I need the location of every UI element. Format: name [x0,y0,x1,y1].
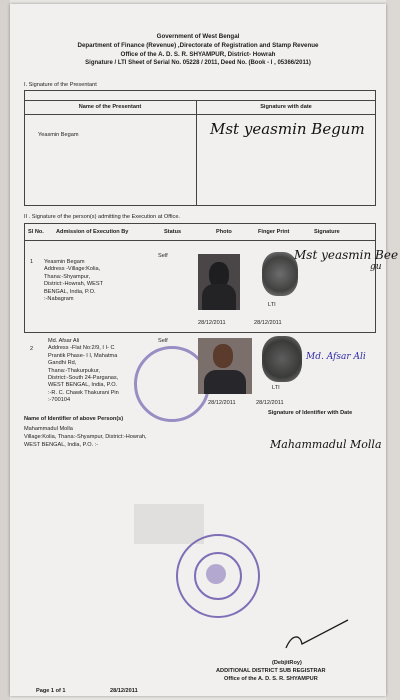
page-number: Page 1 of 1 [36,688,66,694]
col-finger-print: Finger Print [258,229,290,235]
registrar-office: Office of the A. D. S. R. SHYAMPUR [224,676,318,682]
row2-photo [198,338,252,394]
row1-lti: LTI [268,302,276,308]
col-signature-date: Signature with date [260,104,312,110]
header-office: Office of the A. D. S. R. SHYAMPUR, District- Howrah [120,51,276,58]
col-presentant-name: Name of the Presentant [78,104,142,110]
row1-signature: Mst yeasmin Bee [294,248,399,262]
scan-left-edge [0,0,10,700]
scan-right-edge [386,0,400,700]
registrar-signature-mark [282,616,352,656]
row2-finger-date: 28/12/2011 [256,400,284,406]
row2-signature: Md. Afsar Ali [306,352,366,362]
section1-title: I. Signature of the Presentant [24,82,97,88]
row1-sl: 1 [30,259,34,265]
row2-lti: LTI [272,385,280,391]
row2-photo-date: 28/12/2011 [208,400,236,406]
row2-fingerprint [262,336,302,382]
row1-photo [198,254,240,310]
registrar-title: ADDITIONAL DISTRICT SUB REGISTRAR [216,668,326,674]
col-photo: Photo [216,229,232,235]
col-sl-no: Sl No. [28,229,44,235]
identifier-name: Mahammadul Molla [24,426,73,432]
row1-signature-tail: gu [370,262,382,272]
row2-sl: 2 [30,346,34,352]
registrar-name: (DebjitRoy) [272,660,302,666]
row1-status: Self [158,253,168,259]
document-page [10,4,399,696]
presentant-name: Yeasmin Begam [38,132,79,138]
row1-fingerprint [262,252,298,296]
col-admission: Admission of Execution By [56,229,129,235]
faded-ink-marks [134,504,204,544]
row1-finger-date: 28/12/2011 [254,320,282,326]
identifier-signature: Mahammadul Molla [270,438,382,451]
col-status: Status [164,229,182,235]
official-seal [176,534,260,618]
identifier-title: Name of Identifier of above Person(s) [24,416,124,422]
identifier-signature-title: Signature of Identifier with Date [268,410,353,416]
header-government: Government of West Bengal [156,33,240,40]
footer-date: 28/12/2011 [110,688,138,694]
header-department: Department of Finance (Revenue) ,Directorate of Registration and Stamp Revenue [77,42,319,49]
section2-title: II . Signature of the person(s) admitting the Execution at Office. [24,214,180,220]
col-signature: Signature [314,229,340,235]
row2-status: Self [158,338,168,344]
identifier-address-2: WEST BENGAL, India, P.O. :- [24,442,99,448]
row1-address: Yeasmin Begam Address -Village:Kolia, Thana:-Shyampur, District:-Howrah, WEST BENGAL, India, P.O. :-Nabagram [44,259,104,303]
row2-address: Md. Afsar Ali Address -Flat No:2/9, I I- C Prantik Phase- I I, Mahatma Gandhi Rd, Thana:-Thakurpukur, District:-South 24-Parganas, WEST BENGAL, India, P.O. :-R. C. Chawk Thakurani Pin :-700104 [48,338,119,404]
row1-photo-date: 28/12/2011 [198,320,226,326]
presentant-signature: Mst yeasmin Begum [210,120,365,138]
identifier-address-1: Village:Kolia, Thana:-Shyampur, District:-Howrah, [24,434,147,440]
header-serial: Signature / LTI Sheet of Serial No. 05228 / 2011, Deed No. (Book - I , 05366/2011) [85,60,311,66]
